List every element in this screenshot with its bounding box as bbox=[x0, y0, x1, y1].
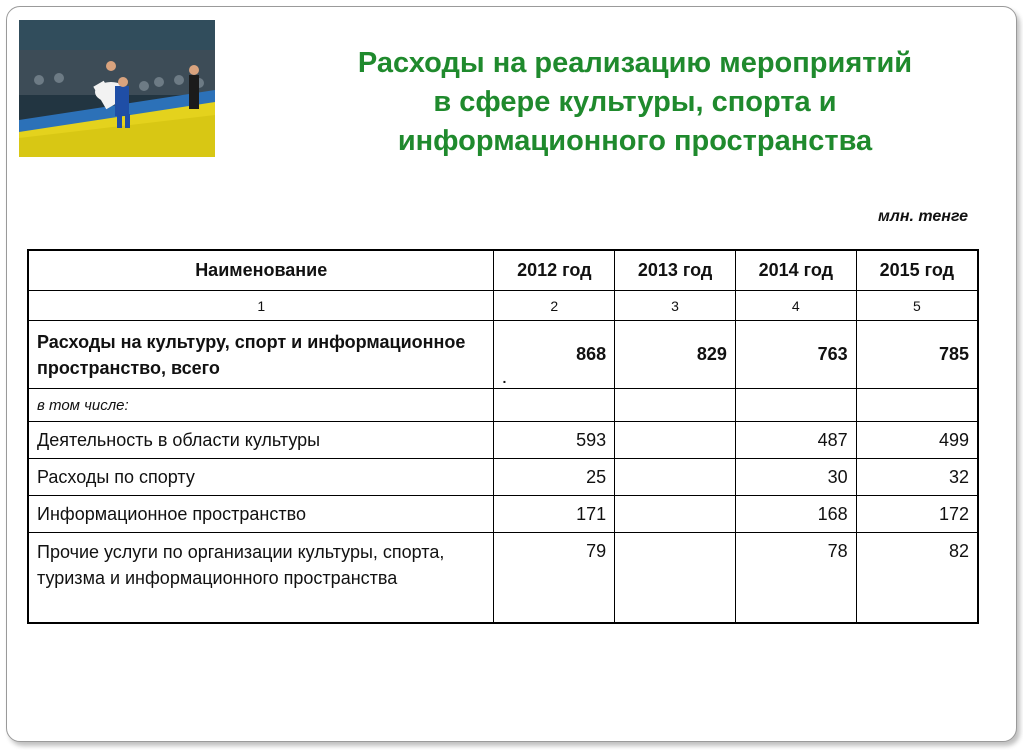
row-value: 82 bbox=[856, 533, 978, 623]
row-value: 487 bbox=[735, 422, 856, 459]
marker: . bbox=[502, 370, 507, 386]
row-value bbox=[615, 459, 736, 496]
title-line: информационного пространства bbox=[397, 125, 873, 157]
header-cell: 2014 год bbox=[735, 250, 856, 291]
row-value: 32 bbox=[856, 459, 978, 496]
judo-photo-image bbox=[19, 20, 215, 157]
row-value: 499 bbox=[856, 422, 978, 459]
table-row bbox=[28, 459, 978, 496]
row-value: 79 bbox=[494, 533, 615, 623]
empty-cell bbox=[615, 389, 736, 422]
title-line: Расходы на реализацию мероприятий bbox=[357, 47, 913, 79]
page-title bbox=[300, 44, 970, 161]
row-value: 30 bbox=[735, 459, 856, 496]
row-name: Деятельность в области культуры bbox=[28, 422, 494, 459]
title-line: в сфере культуры, спорта и bbox=[433, 86, 837, 118]
row-name: Прочие услуги по организации культуры, спорта, туризма и информационного пространства bbox=[28, 533, 494, 623]
judo-photo bbox=[19, 20, 215, 157]
row-value: 25 bbox=[494, 459, 615, 496]
row-value: 172 bbox=[856, 496, 978, 533]
table-row bbox=[28, 422, 978, 459]
header-cell: 2013 год bbox=[615, 250, 736, 291]
total-row bbox=[28, 321, 978, 389]
total-value-2012 bbox=[494, 321, 615, 389]
row-value: 168 bbox=[735, 496, 856, 533]
column-number: 4 bbox=[735, 291, 856, 321]
column-number: 1 bbox=[28, 291, 494, 321]
column-number: 3 bbox=[615, 291, 736, 321]
total-value-2013: 829 bbox=[615, 321, 736, 389]
empty-cell bbox=[494, 389, 615, 422]
table-row bbox=[28, 496, 978, 533]
total-row-name: Расходы на культуру, спорт и информационное пространство, всего bbox=[28, 321, 494, 389]
header-cell: 2012 год bbox=[494, 250, 615, 291]
empty-cell bbox=[735, 389, 856, 422]
row-value bbox=[615, 422, 736, 459]
subheader-row bbox=[28, 389, 978, 422]
row-value: 593 bbox=[494, 422, 615, 459]
column-number-row bbox=[28, 291, 978, 321]
total-value-2014: 763 bbox=[735, 321, 856, 389]
header-cell: Наименование bbox=[28, 250, 494, 291]
total-value: 868 bbox=[576, 344, 607, 364]
subheader-label: в том числе: bbox=[28, 389, 494, 422]
column-number: 5 bbox=[856, 291, 978, 321]
row-name: Расходы по спорту bbox=[28, 459, 494, 496]
header-row bbox=[28, 250, 978, 291]
table-row bbox=[28, 533, 978, 623]
column-number: 2 bbox=[494, 291, 615, 321]
row-name: Информационное пространство bbox=[28, 496, 494, 533]
empty-cell bbox=[856, 389, 978, 422]
expenses-table bbox=[27, 249, 979, 624]
row-value bbox=[615, 496, 736, 533]
total-value-2015: 785 bbox=[856, 321, 978, 389]
row-value bbox=[615, 533, 736, 623]
units-label: млн. тенге bbox=[878, 208, 968, 225]
header-cell: 2015 год bbox=[856, 250, 978, 291]
row-value: 78 bbox=[735, 533, 856, 623]
row-value: 171 bbox=[494, 496, 615, 533]
